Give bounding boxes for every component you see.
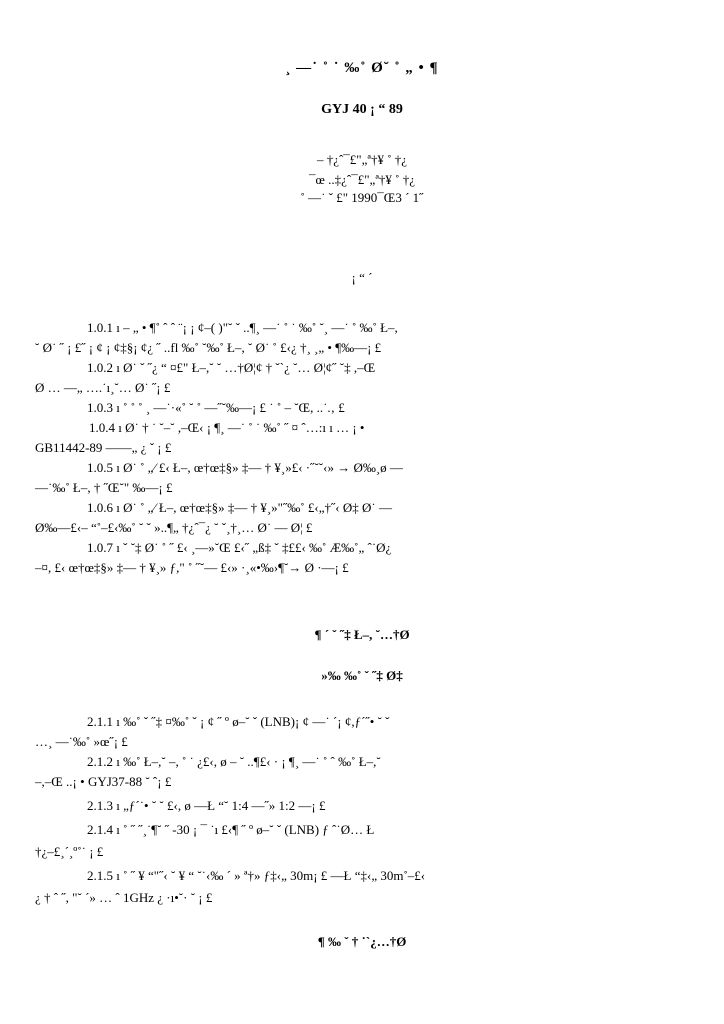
clause-2-1-5-line-2: ¿ † ˆ ˝, "˘ ´» … ˆ 1GHz ¿ ·ı•˘· ˘ ¡ £ [35,890,213,905]
clause-1-0-3: 1.0.3 ı ˚ ˚ ˚ ¸ —˙·«˚ ˘ ˚ —˝˘‰—¡ £ ˙ ˚ – ˘Œ, ..˙.‚ £ [87,400,345,415]
clause-1-0-1-line-2: ˘ Ø˙ ˝ ¡ £˝ ¡ ¢ ¡ ¢‡§¡ ¢¿ ˝ ..fl ‰˚ ˘‰˚ Ł–, ˘ Ø˙ ˚ £‹¿ †¸ ¸„ • ¶‰—¡ £ [35,340,382,355]
clause-2-1-1-line-1: 2.1.1 ı ‰˚ ˇ ˝‡ ¤‰˚ ˇ ¡ ¢ ˝ º ø–˘ ˇ (LNB)¡ ¢ —˙ ´¡ ¢,ƒ´˝• ˘ ˇ [87,714,390,729]
clause-1-0-5-line-1: 1.0.5 ı Ø˙ ˚ „⁄ £‹ Ł–, œ†œ‡§» ‡— † ¥¸»£‹ ·˝˘˘‹» → Ø‰¸ø — [87,460,403,475]
chapter-3-heading: ¶ ‰ ˇ † ˙`¿…†Ø [317,934,407,949]
issuing-info-line-1: – †¿ˆ¯£"„ª†¥ ˚ †¿ [316,152,408,167]
clause-2-1-2-line-2: –,–Œ ..¡ • GYJ37-88 ˘ ˆ¡ £ [35,774,172,789]
clause-1-0-4-line-2: GB11442-89 ——„ ¿ ˇ ¡ £ [35,440,172,455]
chapter-2-subheading: »‰ ‰˚ ˇ ˝‡ Ø‡ [321,668,403,683]
clause-2-1-3: 2.1.3 ı „ƒ´˙• ˘ ˘ £‹, ø —Ł “˘ 1:4 —˝» 1:2 —¡ £ [87,798,326,813]
clause-1-0-6-line-2: Ø‰—£‹– “˚–£‹‰˚ ˘ ˇ »..¶„ †¿ˆ¯¿ ˘ ˇ¸†¸… Ø˙ — Ø¦ £ [35,520,313,535]
clause-2-1-4-line-2: †¿–£¸´¸º˚˙ ¡ £ [35,844,104,859]
document-title: ¸ —˙ ˚ ˙ ‰˚ Ø˘ ˚ „ • ¶ [285,60,439,76]
clause-2-1-1-line-2: …¸ —˙‰˚ »œ˝¡ £ [35,734,128,749]
clause-2-1-2-line-1: 2.1.2 ı ‰˚ Ł–,˘ –, ˚ ˙ ¿£‹, ø – ˘ ..¶£‹ · ¡ ¶¸ —˙ ˚ ˆ ‰˚ Ł–,˘ [87,754,381,769]
clause-1-0-6-line-1: 1.0.6 ı Ø˙ ˚ „⁄ Ł–, œ†œ‡§» ‡— † ¥¸»"˝‰˚ £‹„†˝‹ Ø‡ Ø˙ — [87,500,392,515]
clause-2-1-5-line-1: 2.1.5 ı ˚ ˝ ¥ “"˝‹ ˘ ¥ “ ˘˙‹‰ ´ » ª†» ƒ‡‹„ 30m¡ £ —Ł “‡‹„ 30m˚–£‹ [87,868,426,883]
clause-1-0-2-line-2: Ø … —„ ….˙ı¸˘… Ø˙ ˝¡ £ [35,380,171,395]
clause-1-0-7-line-1: 1.0.7 ı ˇ ˘‡ Ø˙ ˚ ˝ £‹ ¸—»˘Œ £‹˝ „ß‡ ˇ ‡££‹ ‰˚ Æ‰˚„ ˆ˙Ø¿ [87,540,392,555]
standard-code: GYJ 40 ¡ “ 89 [321,102,403,117]
clause-2-1-4-line-1: 2.1.4 ı ˚ ˝ ˝¸˙¶˘ ˝ -30 ¡ ¯ ˙ı £‹¶ ˝ º ø–˘ ˇ (LNB) ƒ ˆ˙Ø… Ł [87,822,375,837]
clause-1-0-5-line-2: —˙‰˚ Ł–, † ˝Œ˘" ‰—¡ £ [35,480,173,495]
clause-1-0-2-line-1: 1.0.2 ı Ø˙ ˇ ˝¿ “ ¤£" Ł–,˘ ˘ …†Ø¦¢ † ˇ`¿ ˘… Ø¦¢˝ ˘‡ ,–Œ [87,360,376,375]
issuing-info-line-2: ¯œ ..‡¿ˆ¯£"„ª†¥ ˚ †¿ [309,172,415,187]
clause-1-0-4-line-1: 1.0.4 ı Ø˙ † ˙ ˘–˘ ,–Œ‹ ¡ ¶¸ —˙ ˚ ˙ ‰˚ ˝ ¤ ˆ…:ı ı … ¡ • [89,420,365,435]
clause-1-0-1-line-1: 1.0.1 ı – „ • ¶˚ ˆ ˆ ¨¡ ¡ ¢–( )"˘ ˇ ..¶¸ —˙ ˚ ˙ ‰˚ ˘¸ —˙ ˚ ‰˚ Ł–, [87,320,398,335]
chapter-2-heading: ¶ ´ ˇ ˝‡ Ł–, ˘…†Ø [314,627,410,642]
clause-1-0-7-line-2: –¤, £‹ œ†œ‡§» ‡— † ¥¸» ƒ," ˚ ˝˘— £‹» ·¸«•‰›¶˘→ Ø ·—¡ £ [35,560,349,575]
chapter-1-heading: ¡ “ ´ [351,270,373,285]
issuing-info-line-3: ˚ —˙ ˇ £" 1990¯Œ3 ´ 1˝ [300,190,424,205]
